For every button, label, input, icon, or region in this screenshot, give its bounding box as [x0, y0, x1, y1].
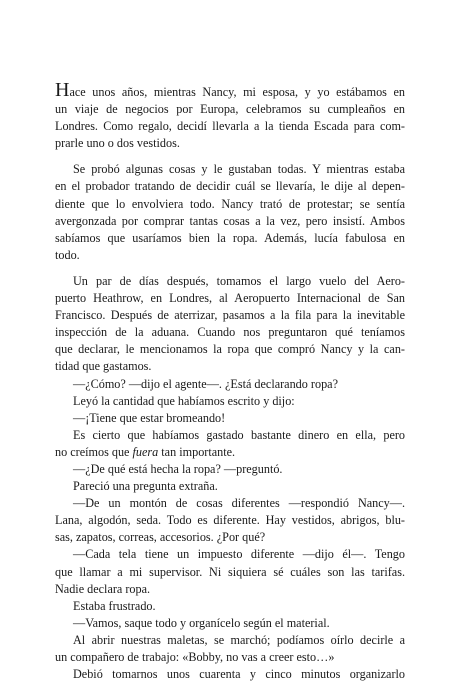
text-line: Pareció una pregunta extraña.	[73, 479, 218, 494]
text-line: Un par de días después, tomamos el largo vuelo del Aero-	[73, 273, 405, 288]
paragraph	[55, 427, 405, 461]
text-line: —¿Cómo? —dijo el agente—. ¿Está declarando ropa?	[73, 376, 338, 391]
paragraph	[55, 495, 405, 546]
paragraph	[55, 161, 405, 264]
text-line: tidad que gastamos.	[55, 359, 152, 374]
text-line: —¿De qué está hecha la ropa? —preguntó.	[73, 461, 283, 476]
text-line: Se probó algunas cosas y le gustaban todas. Y mientras estaba	[73, 162, 405, 177]
text-line: que declarar, le mencionamos la ropa que compró Nancy y la can-	[55, 342, 405, 357]
text-segment: tan importante.	[158, 444, 236, 459]
paragraph-gap	[55, 264, 405, 273]
paragraph-gap	[55, 152, 405, 161]
text-line: Es cierto que habíamos gastado bastante dinero en ella, pero	[73, 427, 405, 442]
paragraph	[55, 79, 405, 152]
initial-letter: H	[55, 79, 70, 101]
text-line: avergonzada por comprar tantas cosas a la vez, pero insistí. Ambos	[55, 213, 405, 228]
text-line: un compañero de trabajo: «Bobby, no vas a creer esto…»	[55, 650, 335, 664]
paragraph	[55, 478, 405, 495]
text-line: —De un montón de cosas diferentes —respondió Nancy—.	[73, 496, 405, 511]
paragraph	[55, 461, 405, 478]
text-line: diente que lo envolviera todo. Nancy trató de protestar; se sentía	[55, 196, 405, 211]
text-segment: no creímos que	[55, 444, 133, 459]
paragraph	[55, 666, 405, 683]
text-line: inspección de la aduana. Cuando nos preguntaron qué teníamos	[55, 325, 405, 340]
paragraph	[55, 615, 405, 632]
text-line: —Vamos, saque todo y organícelo según el material.	[73, 615, 330, 630]
paragraph	[55, 410, 405, 427]
text-line: —¡Tiene que estar bromeando!	[73, 410, 226, 425]
text-line: Estaba frustrado.	[73, 598, 156, 613]
paragraph	[55, 632, 405, 666]
paragraph	[55, 598, 405, 615]
emphasis-text: fuera	[132, 444, 159, 459]
text-line: Francisco. Después de aterrizar, pasamos a la fila para la inevitable	[55, 308, 405, 323]
text-line: que llamar a mi supervisor. Ni siquiera sé cuáles son las tarifas.	[55, 564, 405, 579]
text-line: Al abrir nuestras maletas, se marchó; podíamos oírlo decirle a	[73, 632, 405, 647]
text-line: un viaje de negocios por Europa, celebramos su cumpleaños en	[55, 102, 405, 117]
text-line	[55, 79, 405, 101]
text-segment: ace unos años, mientras Nancy, mi esposa, y yo estábamos en	[69, 85, 405, 99]
text-line: —Cada tela tiene un impuesto diferente —dijo él—. Tengo	[73, 547, 405, 562]
paragraph	[55, 546, 405, 597]
paragraph	[55, 376, 405, 393]
text-line	[55, 444, 405, 461]
text-line: Londres. Como regalo, decidí llevarla a la tienda Escada para com-	[55, 119, 405, 134]
text-line: Nadie declara ropa.	[55, 581, 151, 596]
paragraph	[55, 273, 405, 376]
paragraph	[55, 393, 405, 410]
text-line: Lana, algodón, seda. Todo es diferente. Hay vestidos, abrigos, blu-	[55, 513, 405, 528]
text-line: sabíamos que usaríamos bien la ropa. Además, lucía fabulosa en	[55, 230, 405, 245]
text-line: Debió tomarnos unos cuarenta y cinco minutos organizarlo	[73, 667, 405, 682]
text-line: puerto Heathrow, en Londres, al Aeropuerto Internacional de San	[55, 291, 405, 306]
text-line: en el probador tratando de decidir cuál se llevaría, le dije al depen-	[55, 179, 405, 194]
text-line: sas, zapatos, correas, accesorios. ¿Por qué?	[55, 530, 266, 545]
text-line: Leyó la cantidad que habíamos escrito y dijo:	[73, 393, 295, 408]
text-line: todo.	[55, 247, 80, 262]
body-text	[55, 79, 405, 683]
text-line: prarle uno o dos vestidos.	[55, 136, 180, 151]
